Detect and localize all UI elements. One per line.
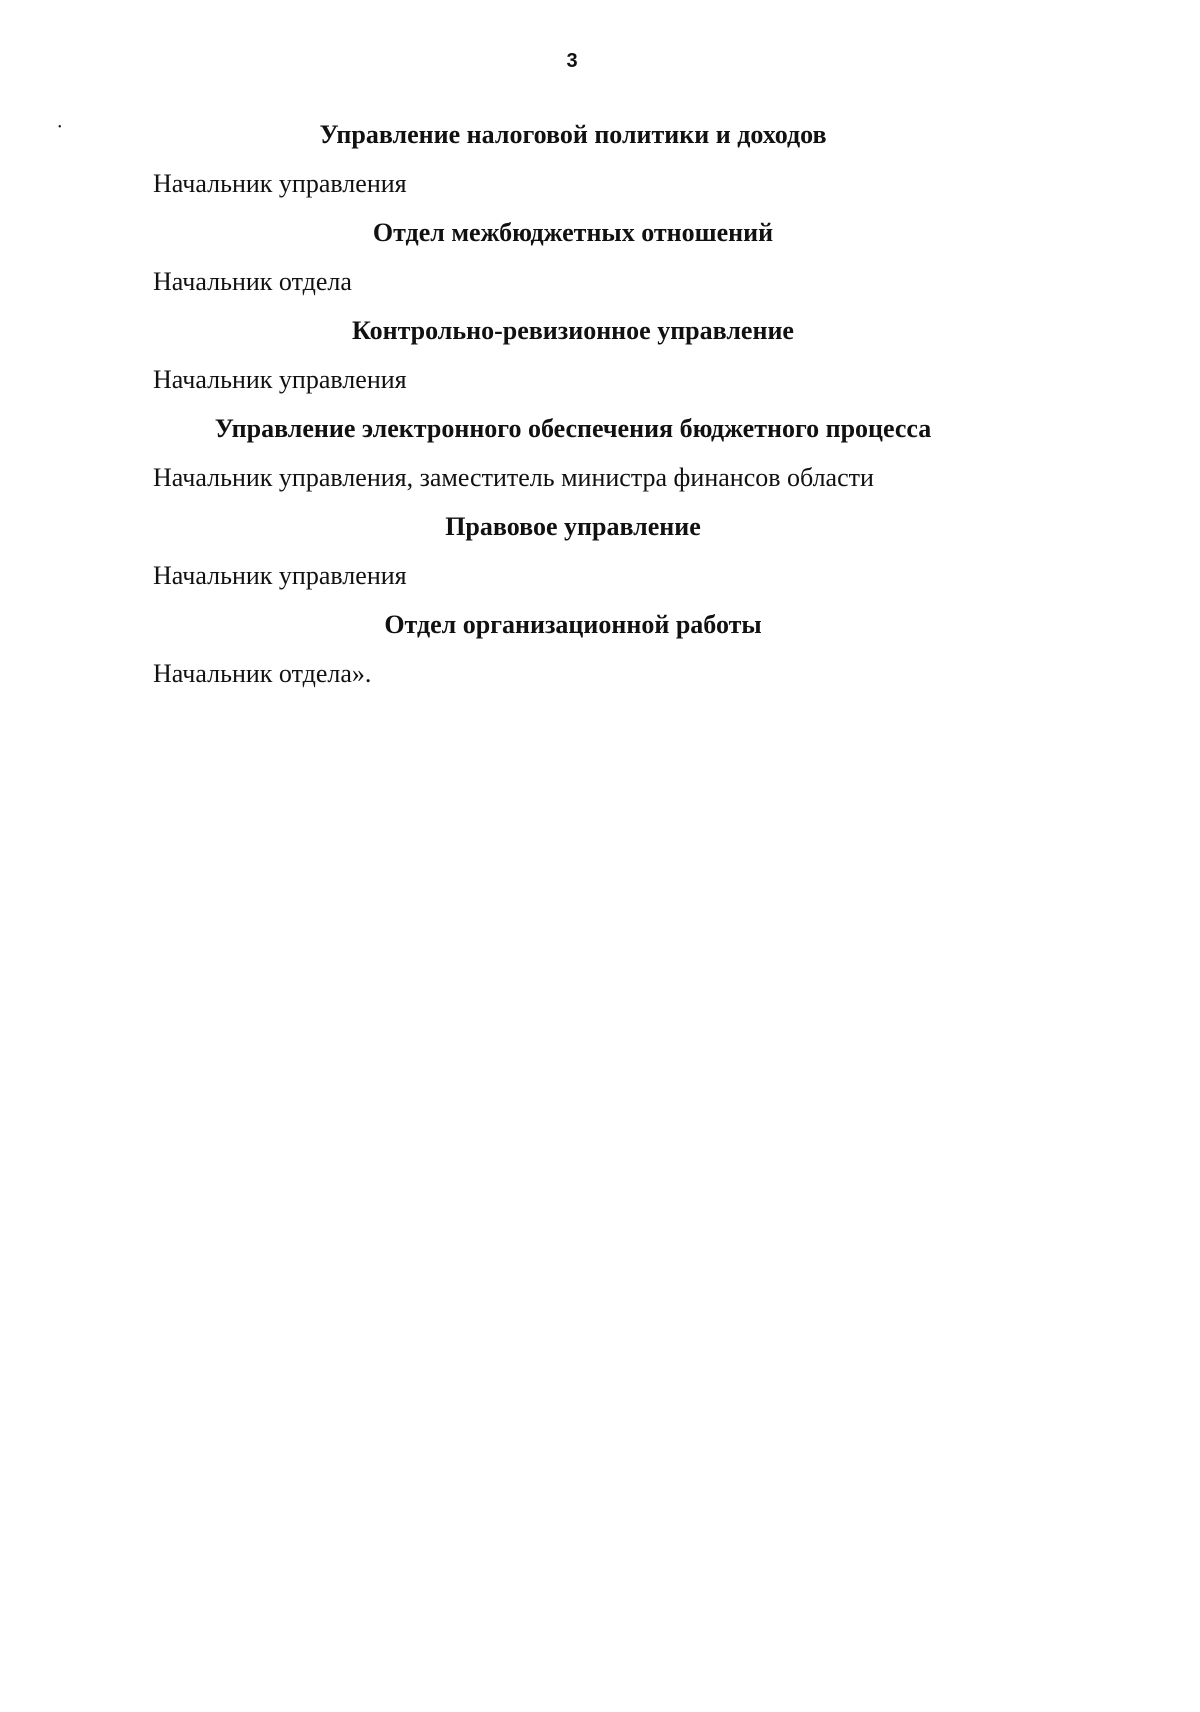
section-heading: Правовое управление — [445, 512, 701, 541]
section-heading: Отдел межбюджетных отношений — [372, 218, 774, 247]
section-heading: Управление электронного обеспечения бюджетного процесса — [214, 414, 932, 443]
document-body — [153, 110, 993, 698]
position-title: Начальник отдела — [153, 267, 352, 296]
section-heading: Отдел организационной работы — [384, 610, 762, 639]
section-heading: Контрольно-ревизионное управление — [352, 316, 794, 345]
scan-speck: • — [58, 122, 62, 133]
position-title: Начальник управления, заместитель министра финансов области — [153, 463, 874, 492]
position-title: Начальник управления — [153, 169, 407, 198]
position-title: Начальник управления — [153, 561, 407, 590]
section-heading: Управление налоговой политики и доходов — [319, 120, 827, 149]
page-number: 3 — [566, 50, 578, 72]
position-title: Начальник отдела». — [153, 659, 372, 688]
position-title: Начальник управления — [153, 365, 407, 394]
